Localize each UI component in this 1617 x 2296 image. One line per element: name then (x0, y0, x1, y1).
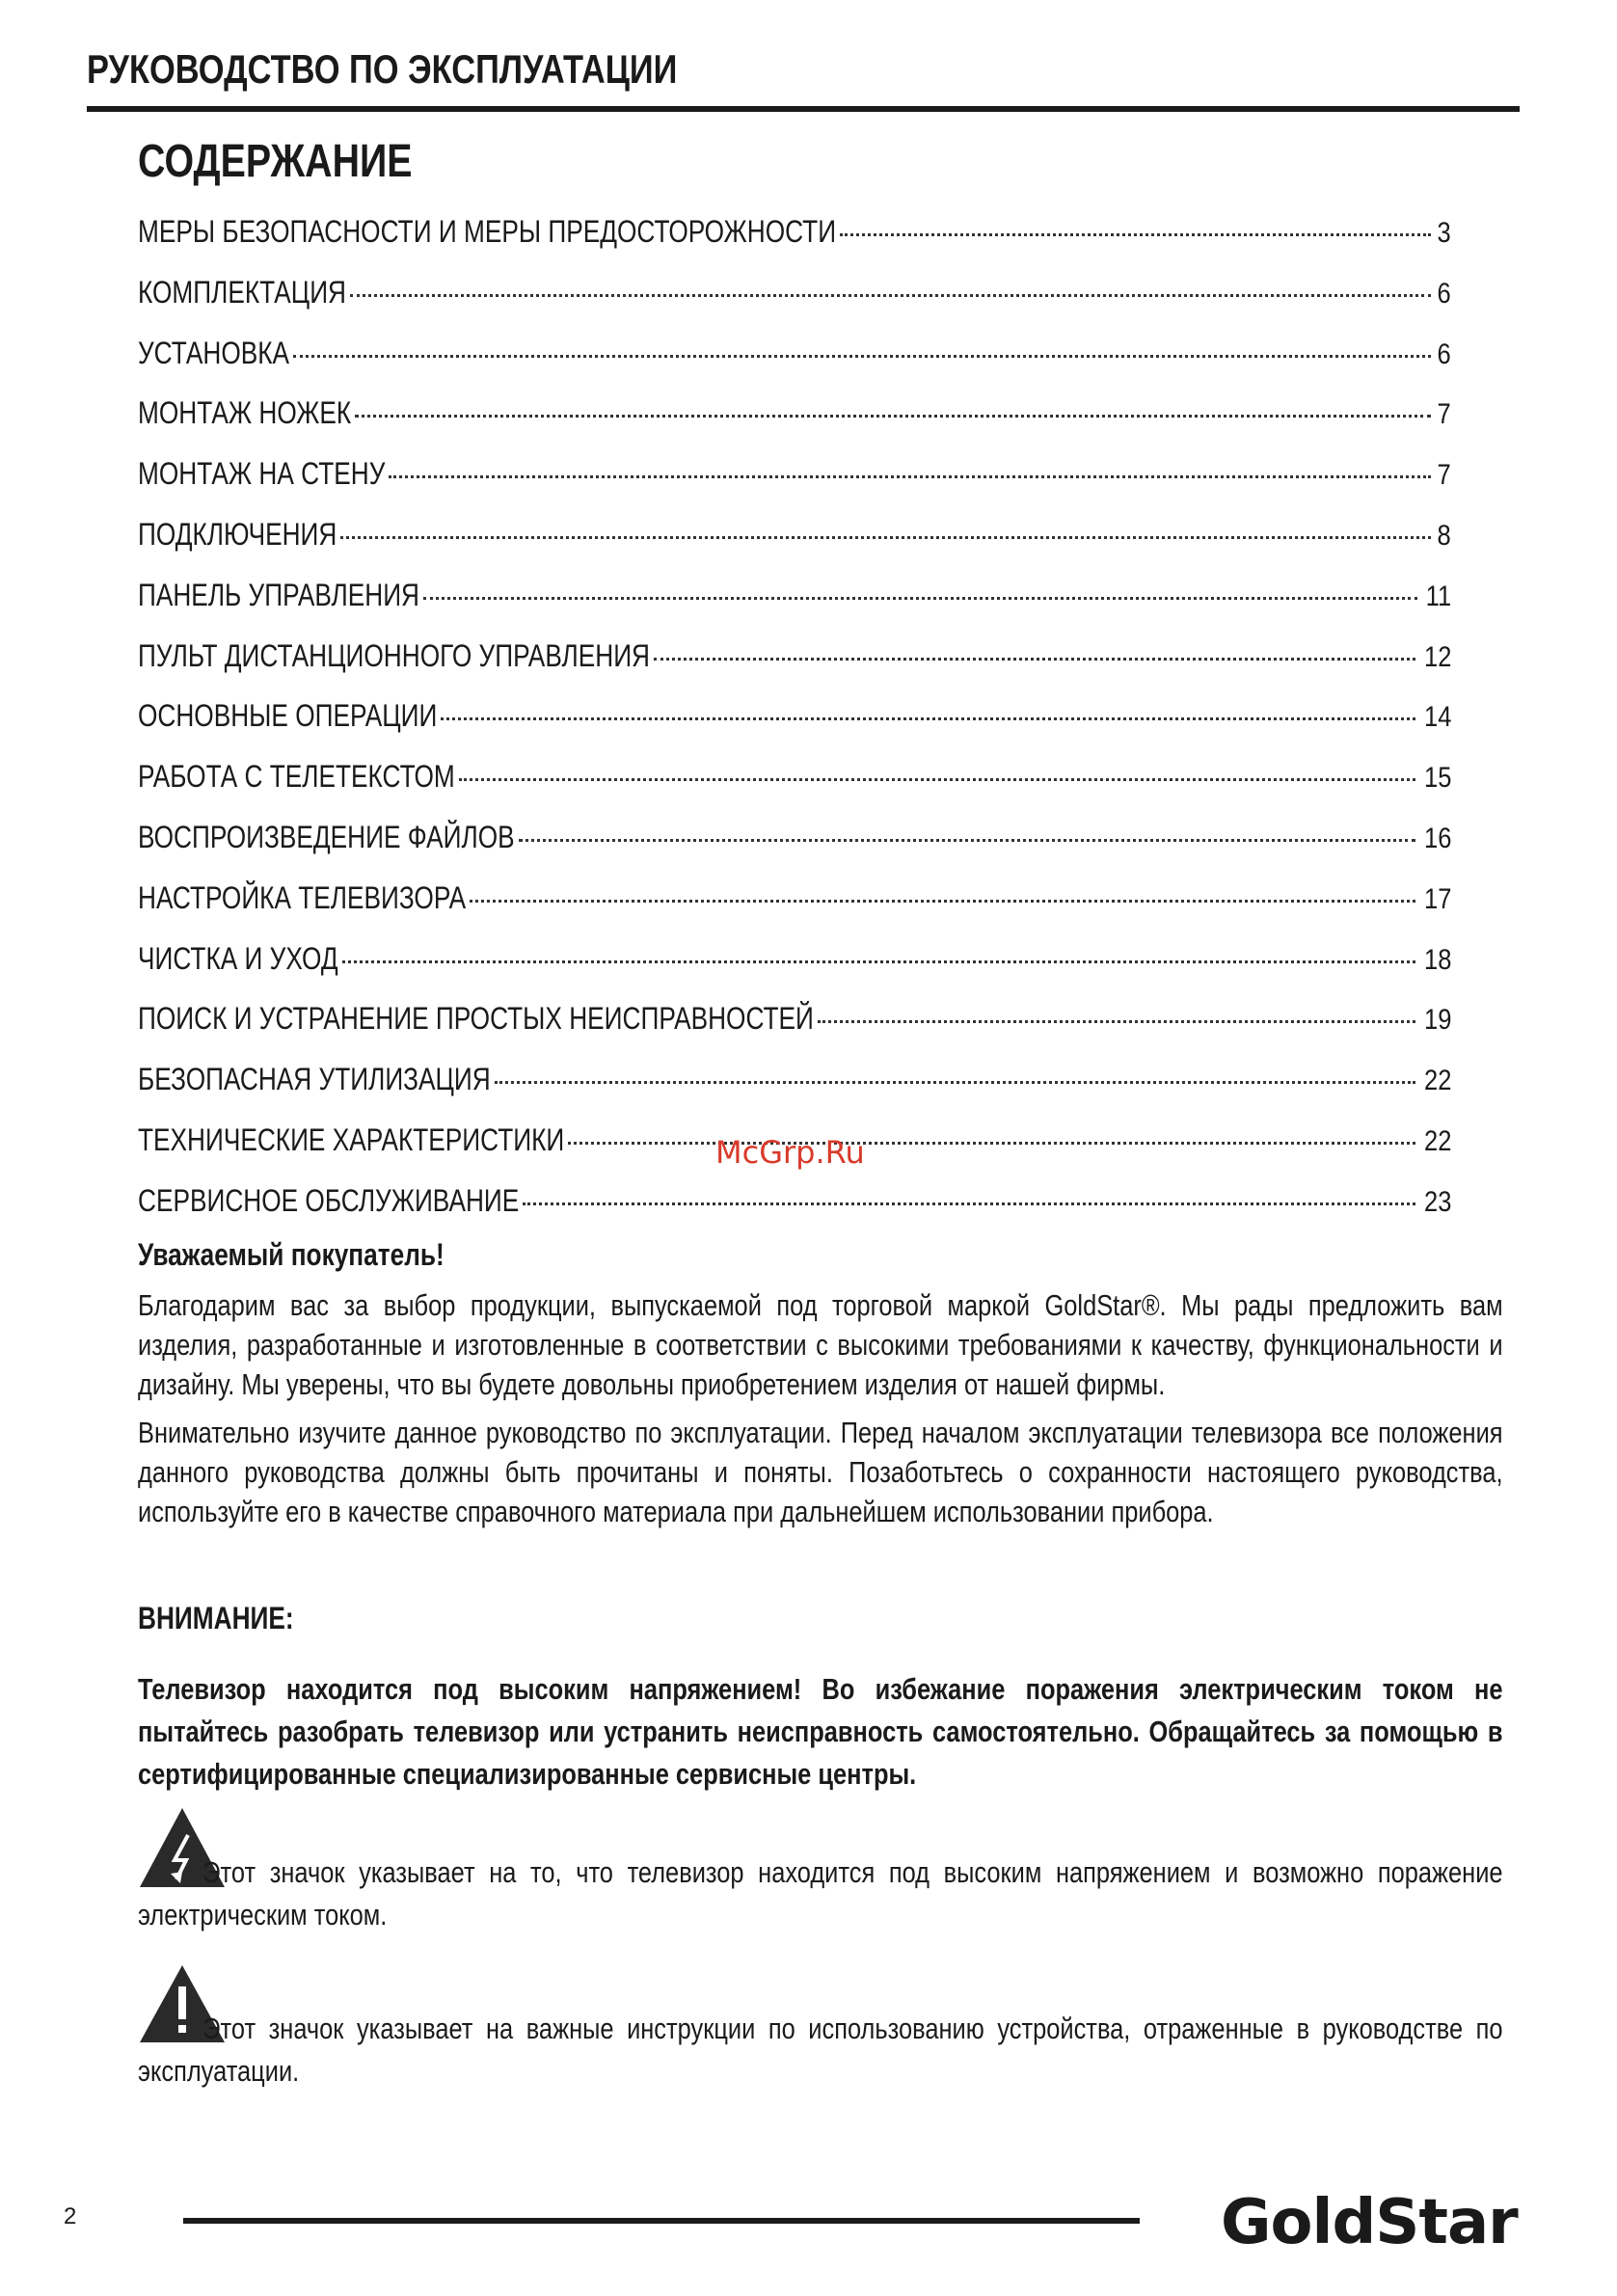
toc-dot-leader (342, 960, 1415, 963)
toc-item (138, 759, 1451, 820)
toc-item-label: ТЕХНИЧЕСКИЕ ХАРАКТЕРИСТИКИ (138, 1121, 565, 1157)
table-of-contents (138, 214, 1451, 1244)
footer-rule (183, 2218, 1140, 2224)
toc-item-label-wrap (138, 578, 419, 613)
toc-item-label-wrap (138, 1122, 564, 1158)
toc-item-label-wrap (138, 820, 515, 855)
toc-item-label: БЕЗОПАСНАЯ УТИЛИЗАЦИЯ (138, 1062, 491, 1097)
toc-item-label: РАБОТА С ТЕЛЕТЕКСТОМ (138, 759, 455, 795)
voltage-symbol-text: Этот значок указывает на то, что телевизор находится под высоким напряжением и возможно поражение электрическим током. (138, 1855, 1503, 1931)
warning-body (138, 1668, 1502, 1796)
intro-paragraph (138, 1285, 1502, 1404)
toc-item-label-wrap (138, 214, 836, 250)
toc-dot-leader (495, 1081, 1415, 1084)
toc-item-label: МЕРЫ БЕЗОПАСНОСТИ И МЕРЫ ПРЕДОСТОРОЖНОСТИ (138, 214, 837, 249)
toc-item (138, 880, 1451, 941)
toc-dot-leader (459, 778, 1415, 781)
warning-heading (138, 1601, 1502, 1636)
toc-dot-leader (523, 1202, 1415, 1205)
toc-dot-leader (355, 415, 1431, 418)
toc-item (138, 214, 1451, 275)
toc-item-label: ПУЛЬТ ДИСТАНЦИОННОГО УПРАВЛЕНИЯ (138, 637, 651, 673)
toc-item-page: 7 (1437, 459, 1451, 492)
toc-item-label-wrap (138, 275, 346, 311)
toc-item (138, 820, 1451, 880)
toc-title: СОДЕРЖАНИЕ (138, 136, 413, 187)
brand-logo: GoldStar (1221, 2187, 1518, 2258)
intro-paragraph-text: Благодарим вас за выбор продукции, выпускаемой под торговой маркой GoldStar®. Мы рады предложить вам изделия, разработанные и изготовленные в соответствии с высокими требованиями к качеству, функциональности и дизайну. Мы уверены, что вы будете довольны приобретением изделия от нашей фирмы. (138, 1288, 1503, 1401)
toc-item-label: КОМПЛЕКТАЦИЯ (138, 274, 347, 310)
toc-dot-leader (350, 294, 1431, 297)
toc-dot-leader (470, 900, 1415, 903)
toc-item (138, 395, 1451, 456)
attention-symbol-text: Этот значок указывает на важные инструкции по использованию устройства, отраженные в руководстве по эксплуатации. (138, 2012, 1503, 2088)
toc-item (138, 1001, 1451, 1062)
toc-item-label-wrap (138, 1183, 519, 1219)
toc-dot-leader (441, 717, 1415, 720)
watermark: McGrp.Ru (715, 1134, 865, 1171)
greeting-text: Уважаемый покупатель! (138, 1237, 445, 1272)
toc-item-label: ВОСПРОИЗВЕДЕНИЕ ФАЙЛОВ (138, 819, 515, 854)
toc-dot-leader (568, 1142, 1415, 1145)
toc-item-label-wrap (138, 759, 455, 795)
toc-item-label-wrap (138, 456, 385, 492)
toc-item-label: МОНТАЖ НА СТЕНУ (138, 456, 386, 492)
toc-item-page: 18 (1423, 943, 1451, 976)
toc-item-label: ОСНОВНЫЕ ОПЕРАЦИИ (138, 698, 438, 734)
toc-dot-leader (389, 475, 1431, 478)
voltage-symbol-description (138, 1851, 1502, 1936)
toc-item-label: НАСТРОЙКА ТЕЛЕВИЗОРА (138, 879, 467, 915)
toc-item-label-wrap (138, 336, 289, 371)
toc-item-page: 22 (1423, 1124, 1451, 1157)
toc-item (138, 517, 1451, 578)
toc-item-label-wrap (138, 941, 338, 977)
header-title: РУКОВОДСТВО ПО ЭКСПЛУАТАЦИИ (87, 46, 678, 92)
toc-item (138, 578, 1451, 638)
toc-dot-leader (818, 1020, 1415, 1023)
toc-item (138, 941, 1451, 1002)
toc-item-label-wrap (138, 1062, 491, 1097)
toc-item-page: 3 (1437, 217, 1451, 249)
toc-item-page: 22 (1423, 1065, 1451, 1097)
toc-dot-leader (340, 536, 1431, 539)
toc-item (138, 336, 1451, 396)
toc-item-label-wrap (138, 395, 351, 431)
toc-item-label: ПОДКЛЮЧЕНИЯ (138, 516, 337, 552)
attention-symbol-description (138, 2008, 1502, 2093)
toc-item (138, 456, 1451, 517)
toc-item-label: ПОИСК И УСТРАНЕНИЕ ПРОСТЫХ НЕИСПРАВНОСТЕЙ (138, 1001, 814, 1037)
toc-item (138, 275, 1451, 336)
toc-item-page: 6 (1437, 277, 1451, 310)
toc-item (138, 1062, 1451, 1122)
toc-item-label: ПАНЕЛЬ УПРАВЛЕНИЯ (138, 577, 420, 612)
toc-item-page: 17 (1423, 882, 1451, 915)
toc-item-page: 14 (1423, 701, 1451, 734)
toc-item-label-wrap (138, 880, 466, 916)
toc-item-page: 11 (1425, 580, 1451, 612)
toc-item-page: 15 (1423, 762, 1451, 795)
toc-item-label-wrap (138, 638, 650, 674)
toc-item-page: 12 (1423, 640, 1451, 673)
toc-item-label: СЕРВИСНОЕ ОБСЛУЖИВАНИЕ (138, 1182, 520, 1218)
toc-item-page: 8 (1437, 519, 1451, 552)
toc-item-page: 6 (1437, 338, 1451, 370)
toc-item-page: 23 (1423, 1185, 1451, 1218)
toc-dot-leader (423, 597, 1417, 600)
toc-dot-leader (293, 355, 1431, 358)
toc-dot-leader (654, 658, 1415, 661)
toc-item-label: ЧИСТКА И УХОД (138, 940, 338, 976)
toc-dot-leader (840, 233, 1431, 236)
toc-item-label-wrap (138, 698, 437, 734)
toc-item (138, 638, 1451, 699)
header-rule (87, 106, 1520, 112)
warning-heading-text: ВНИМАНИЕ: (138, 1601, 294, 1635)
toc-item-label-wrap (138, 517, 337, 553)
toc-item-label-wrap (138, 1001, 814, 1037)
page-number: 2 (64, 2203, 77, 2229)
toc-item-page: 7 (1437, 398, 1451, 431)
toc-item (138, 698, 1451, 759)
instructions-paragraph-text: Внимательно изучите данное руководство по эксплуатации. Перед началом эксплуатации телевизора все положения данного руководства должны быть прочитаны и поняты. Позаботьтесь о сохранности настоящего руководства, используйте его в качестве справочного материала при дальнейшем использовании прибора. (138, 1416, 1503, 1528)
toc-item-page: 16 (1423, 822, 1451, 854)
greeting (138, 1237, 1502, 1273)
warning-body-text: Телевизор находится под высоким напряжением! Во избежание поражения электрическим током не пытайтесь разобрать телевизор или устранить неисправность самостоятельно. Обращайтесь за помощью в сертифицированные специализированные сервисные центры. (138, 1672, 1503, 1791)
toc-item-label: МОНТАЖ НОЖЕК (138, 395, 352, 431)
toc-item-page: 19 (1423, 1004, 1451, 1037)
toc-item (138, 1183, 1451, 1244)
toc-item-label: УСТАНОВКА (138, 335, 290, 370)
toc-dot-leader (519, 839, 1415, 842)
instructions-paragraph (138, 1413, 1502, 1531)
